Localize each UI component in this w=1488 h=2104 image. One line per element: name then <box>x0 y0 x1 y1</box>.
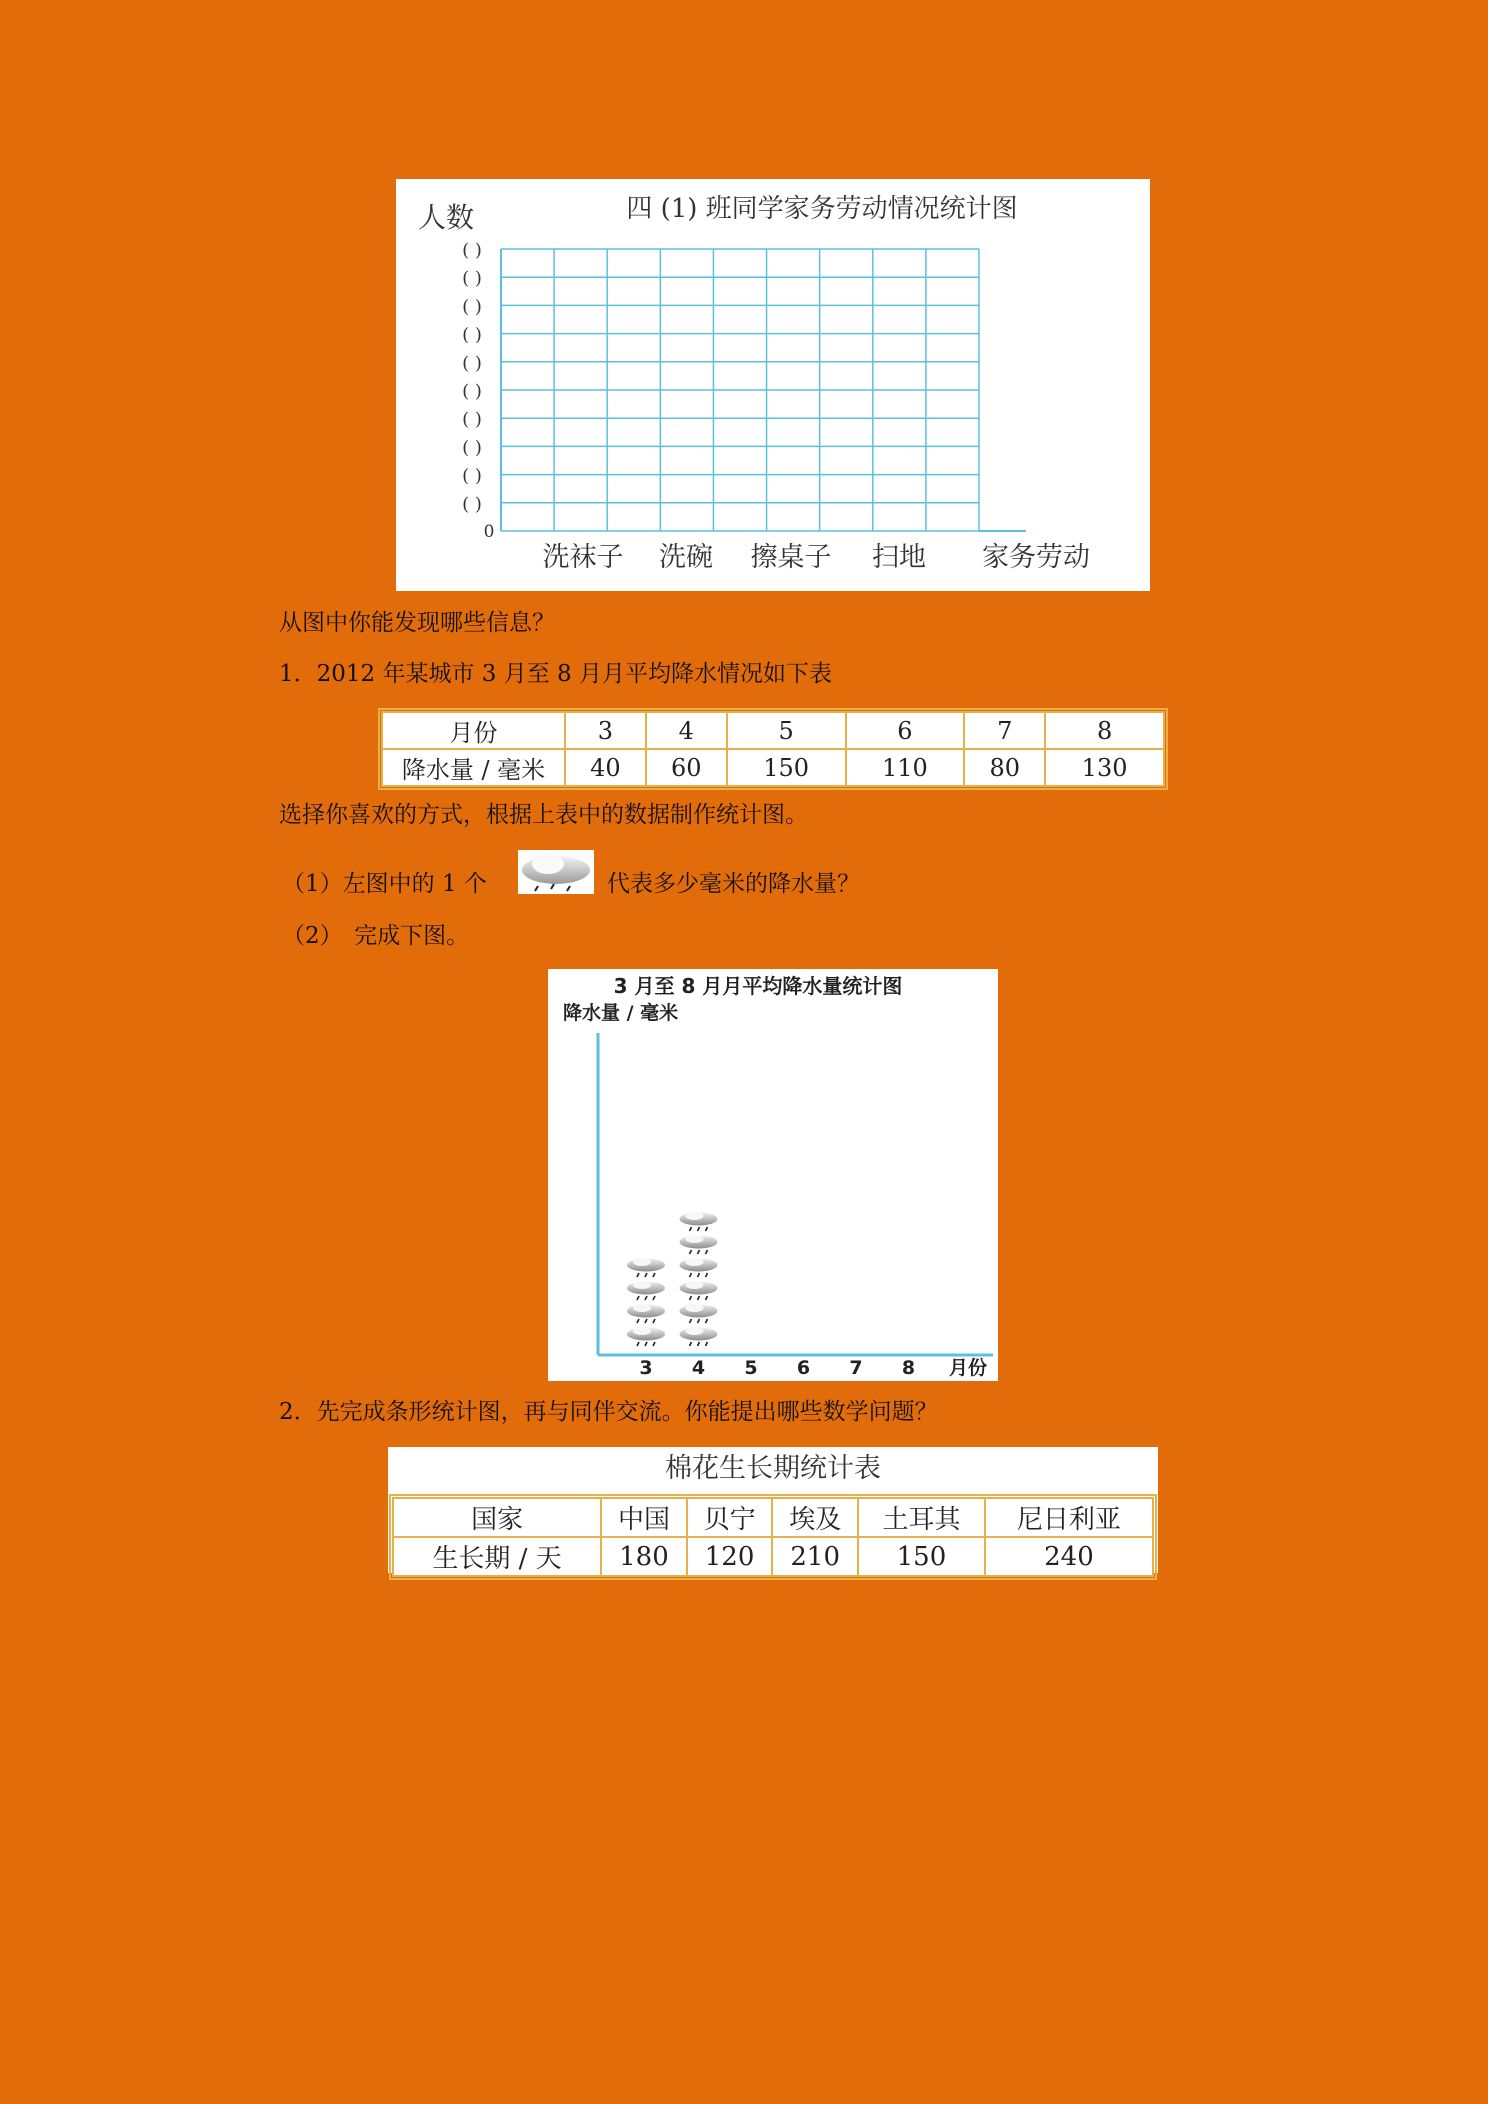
month-cell: 6 <box>846 712 965 749</box>
figure1-x-axis-label: 家务劳动 <box>982 542 1090 573</box>
pictograph-icons <box>627 1212 718 1346</box>
y-tick-label: ( ) <box>462 409 482 431</box>
question-choose-method: 选择你喜欢的方式，根据上表中的数据制作统计图。 <box>279 802 808 828</box>
rainfall-cell: 40 <box>565 749 646 786</box>
days-cell: 150 <box>858 1537 985 1576</box>
chart-y-axis-label: 降水量 / 毫米 <box>563 1002 679 1024</box>
x-tick-label: 7 <box>849 1357 863 1379</box>
x-tick-labels <box>639 1357 915 1379</box>
rainfall-cell: 80 <box>964 749 1045 786</box>
rain-cloud-icon <box>518 850 594 894</box>
y-tick-label: ( ) <box>462 437 482 459</box>
x-tick-label: 6 <box>796 1357 811 1379</box>
rain-cloud-icon <box>680 1235 718 1254</box>
table-header-cell: 月份 <box>382 712 565 749</box>
table-row <box>393 1498 1153 1537</box>
rainfall-pictograph <box>548 969 998 1381</box>
y-tick-label: ( ) <box>462 352 482 374</box>
y-tick-label: ( ) <box>462 493 482 515</box>
chart-title: 3 月至 8 月月平均降水量统计图 <box>613 974 903 998</box>
rainfall-pictograph-figure <box>548 969 998 1381</box>
y-tick-label: ( ) <box>462 324 482 346</box>
days-cell: 240 <box>985 1537 1153 1576</box>
rain-cloud-icon <box>627 1327 665 1346</box>
month-cell: 4 <box>646 712 727 749</box>
country-cell: 尼日利亚 <box>985 1498 1153 1537</box>
rainfall-cell: 110 <box>846 749 965 786</box>
blank-bar-chart-figure <box>396 179 1150 591</box>
x-tick-label: 3 <box>639 1357 653 1379</box>
days-cell: 180 <box>601 1537 687 1576</box>
figure1-title: 四 (1) 班同学家务劳动情况统计图 <box>626 194 1018 224</box>
table-header-cell: 降水量 / 毫米 <box>382 749 565 786</box>
rainfall-table <box>381 711 1165 787</box>
table-row <box>382 749 1164 786</box>
month-cell: 7 <box>964 712 1045 749</box>
question-find-info: 从图中你能发现哪些信息？ <box>279 610 555 636</box>
month-cell: 8 <box>1045 712 1164 749</box>
table-row <box>382 712 1164 749</box>
table-row <box>393 1537 1153 1576</box>
table-header-cell: 生长期 / 天 <box>393 1537 601 1576</box>
rainfall-cell: 130 <box>1045 749 1164 786</box>
figure1-zero-label: 0 <box>483 522 495 542</box>
category-label: 洗袜子 <box>542 542 624 573</box>
figure1-grid <box>501 249 1026 531</box>
category-label: 扫地 <box>872 542 926 573</box>
question-1: 1．2012 年某城市 3 月至 8 月月平均降水情况如下表 <box>279 661 832 687</box>
table-header-cell: 国家 <box>393 1498 601 1537</box>
country-cell: 贝宁 <box>687 1498 773 1537</box>
rain-cloud-icon <box>680 1327 718 1346</box>
y-tick-label: ( ) <box>462 296 482 318</box>
x-tick-label: 4 <box>691 1357 706 1379</box>
y-tick-label: ( ) <box>462 465 482 487</box>
y-tick-label: ( ) <box>462 268 482 290</box>
rain-cloud-icon <box>680 1212 718 1231</box>
days-cell: 120 <box>687 1537 773 1576</box>
country-cell: 土耳其 <box>858 1498 985 1537</box>
rainfall-cell: 150 <box>727 749 846 786</box>
x-tick-label: 5 <box>744 1357 758 1379</box>
rainfall-cell: 60 <box>646 749 727 786</box>
question-1-1-suffix: 代表多少毫米的降水量？ <box>607 871 860 897</box>
month-cell: 3 <box>565 712 646 749</box>
cotton-table-title: 棉花生长期统计表 <box>665 1453 881 1484</box>
question-1-2: （2） 完成下图。 <box>282 923 470 949</box>
blank-bar-chart <box>396 179 1150 591</box>
category-label: 洗碗 <box>659 542 713 573</box>
category-label: 擦桌子 <box>750 542 832 573</box>
x-tick-label: 8 <box>901 1357 916 1379</box>
y-tick-label: ( ) <box>462 381 482 402</box>
figure1-categories <box>543 542 927 573</box>
month-cell: 5 <box>727 712 846 749</box>
y-tick-label: ( ) <box>462 240 482 261</box>
days-cell: 210 <box>772 1537 858 1576</box>
cotton-table-box <box>388 1447 1158 1573</box>
country-cell: 埃及 <box>772 1498 858 1537</box>
country-cell: 中国 <box>601 1498 687 1537</box>
question-1-1-prefix: （1）左图中的 1 个 <box>282 871 487 897</box>
question-2: 2．先完成条形统计图，再与同伴交流。你能提出哪些数学问题？ <box>279 1399 938 1425</box>
rain-cloud-icon <box>680 1281 718 1300</box>
rain-cloud-icon <box>680 1304 718 1323</box>
rain-cloud-icon <box>627 1258 665 1277</box>
cotton-growth-table <box>392 1497 1154 1577</box>
rain-cloud-icon <box>627 1281 665 1300</box>
figure1-y-ticks <box>462 240 482 515</box>
rain-cloud-icon <box>627 1304 665 1323</box>
figure1-y-axis-label: 人数 <box>417 201 475 234</box>
rain-cloud-icon <box>680 1258 718 1277</box>
chart-x-axis-label: 月份 <box>948 1357 988 1379</box>
